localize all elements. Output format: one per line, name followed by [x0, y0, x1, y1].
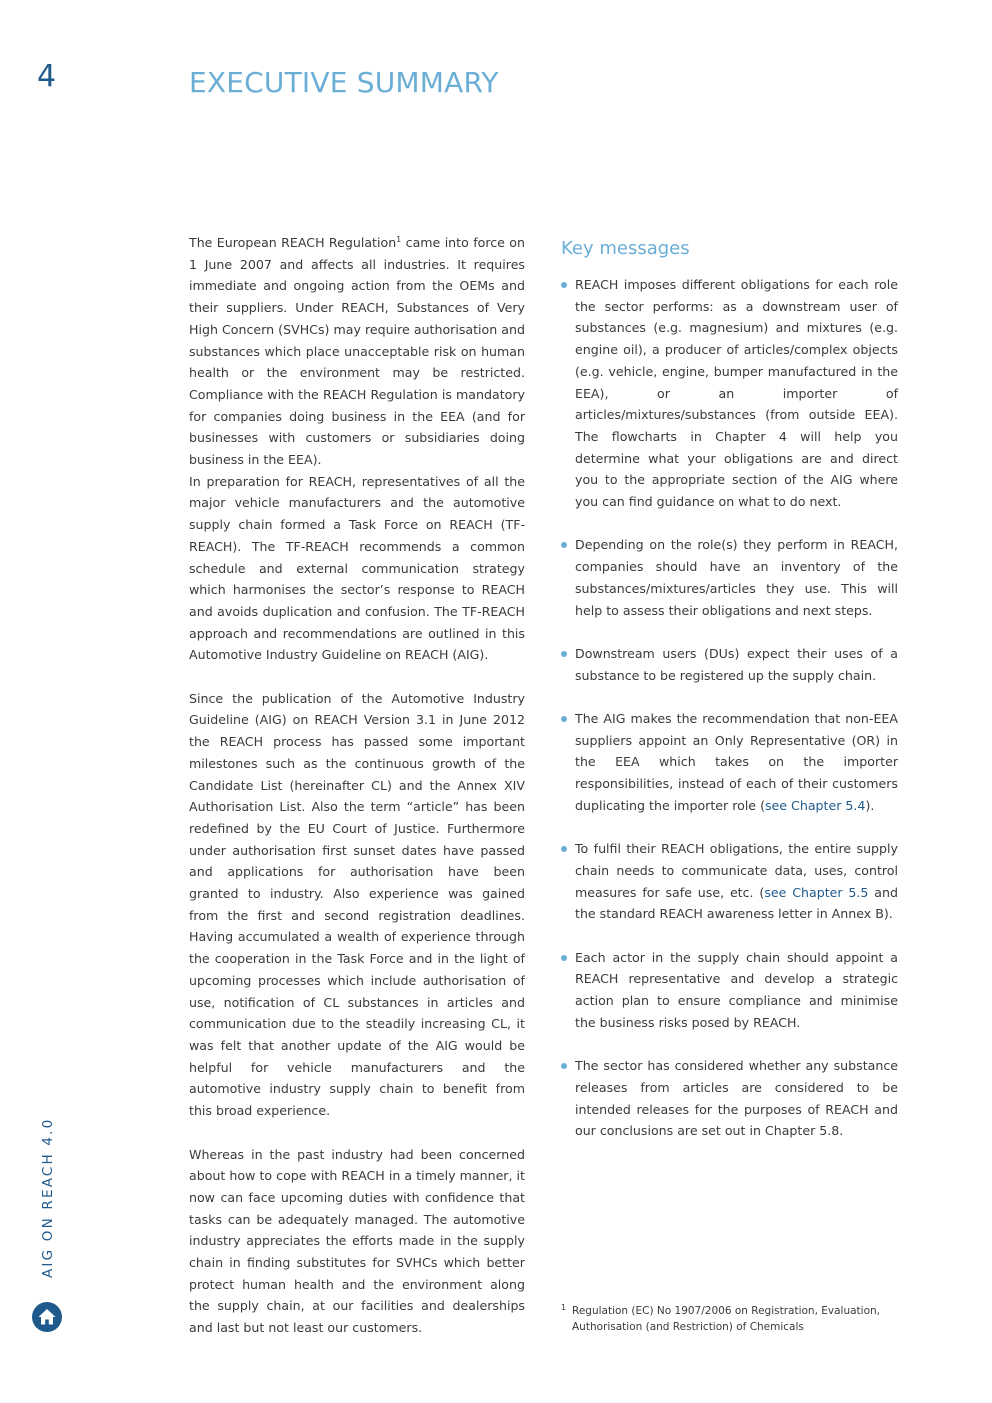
key-message-text: The sector has considered whether any substance releases from articles are considered to be intended releases for the purposes of REACH and our conclusions are set out in Chapter 5.8.	[575, 1058, 898, 1139]
footnote-ref[interactable]: 1	[396, 235, 402, 244]
bullet-icon	[561, 716, 567, 722]
key-message-item	[561, 534, 898, 621]
key-message-item	[561, 947, 898, 1034]
footnote	[561, 1303, 891, 1335]
bullet-icon	[561, 955, 567, 961]
key-message-text-end: and the standard REACH awareness letter in Annex B).	[575, 884, 898, 922]
key-message-text: The AIG makes the recommendation that non-EEA suppliers appoint an Only Representative (OR) in the EEA which takes on the importer responsibilities, instead of each of their customers duplicating the importer role (	[575, 711, 898, 813]
key-message-text: Depending on the role(s) they perform in REACH, companies should have an inventory of the substances/mixtures/articles they use. This will help to assess their obligations and next steps.	[575, 537, 898, 618]
home-icon	[37, 1307, 57, 1327]
key-message-item	[561, 838, 898, 925]
key-message-item	[561, 1055, 898, 1142]
chapter-5-4-link[interactable]: see Chapter 5.4	[764, 797, 866, 813]
intro-paragraph-4: Whereas in the past industry had been concerned about how to cope with REACH in a timely manner, it now can face upcoming duties with confidence that tasks can be adequately managed. The automotive industry appreciates the efforts made in the supply chain in finding substitutes for SVHCs which better protect human health and the environment along the supply chain, at our facilities and dealerships and last but not least our customers.	[189, 1146, 525, 1336]
intro-column	[189, 232, 525, 1339]
bullet-icon	[561, 1063, 567, 1069]
key-message-item	[561, 708, 898, 817]
footnote-number: 1	[561, 1303, 567, 1312]
key-message-text: Downstream users (DUs) expect their uses of a substance to be registered up the supply chain.	[575, 645, 898, 683]
key-message-text: To fulfil their REACH obligations, the entire supply chain needs to communicate data, uses, control measures for safe use, etc. (	[575, 841, 898, 900]
footnote-text: Regulation (EC) No 1907/2006 on Registration, Evaluation, Authorisation (and Restriction) of Chemicals	[572, 1305, 880, 1333]
bullet-icon	[561, 651, 567, 657]
home-button[interactable]	[32, 1302, 62, 1332]
key-message-item	[561, 643, 898, 686]
intro-paragraph-1	[189, 232, 525, 471]
intro-paragraph-3: Since the publication of the Automotive Industry Guideline (AIG) on REACH Version 3.1 in June 2012 the REACH process has passed some important milestones such as the continuous growth of the Candidate List (hereinafter CL) and the Annex XIV Authorisation List. Also the term “article” has been redefined by the EU Court of Justice. Furthermore under authorisation first sunset dates have passed and applications for authorisation have been granted to industry. Also experience was gained from the first and second registration deadlines. Having accumulated a wealth of experience through the cooperation in the Task Force and in the light of upcoming processes which include authorisation of use, notification of CL substances in articles and communication due to the steadily increasing CL, it was felt that another update of the AIG would be helpful for vehicle manufacturers and the automotive industry supply chain to benefit from this broad experience.	[189, 690, 525, 1119]
intro-p1-rest: came into force on 1 June 2007 and affects all industries. It requires immediate and ongoing action from the OEMs and their suppliers. Under REACH, Substances of Very High Concern (SVHCs) may require authorisation and substances which place unacceptable risk on human health or the environment may be restricted. Compliance with the REACH Regulation is mandatory for companies doing business in the EEA (and for businesses with customers or subsidiaries doing business in the EEA).	[189, 235, 525, 468]
key-message-text: REACH imposes different obligations for each role the sector performs: as a downstream user of substances (e.g. magnesium) and mixtures (e.g. engine oil), a producer of articles/complex objects (e.g. vehicle, engine, bumper manufactured in the EEA), or an importer of articles/mixtures/substances (from outside EEA). The flowcharts in Chapter 4 will help you determine what your obligations are and direct you to the appropriate section of the AIG where you can find guidance on what to do next.	[575, 277, 898, 510]
intro-p1-start: The European REACH Regulation	[189, 235, 397, 250]
bullet-icon	[561, 282, 567, 288]
key-messages-section	[561, 236, 898, 1164]
document-side-label: AIG ON REACH 4.0	[40, 1117, 56, 1278]
key-messages-list	[561, 274, 898, 1142]
intro-paragraph-2: In preparation for REACH, representatives of all the major vehicle manufacturers and the automotive supply chain formed a Task Force on REACH (TF-REACH). The TF-REACH recommends a common schedule and external communication strategy which harmonises the sector’s response to REACH and avoids duplication and confusion. The TF-REACH approach and recommendations are outlined in this Automotive Industry Guideline on REACH (AIG).	[189, 473, 525, 663]
bullet-icon	[561, 846, 567, 852]
key-message-item	[561, 274, 898, 513]
page-number: 4	[37, 59, 57, 94]
chapter-5-5-link[interactable]: see Chapter 5.5	[764, 884, 869, 900]
key-message-text: Each actor in the supply chain should appoint a REACH representative and develop a strategic action plan to ensure compliance and minimise the business risks posed by REACH.	[575, 949, 898, 1030]
key-messages-title: Key messages	[561, 238, 690, 259]
page-title: EXECUTIVE SUMMARY	[189, 66, 499, 99]
bullet-icon	[561, 542, 567, 548]
key-message-text-end: ).	[865, 797, 875, 813]
